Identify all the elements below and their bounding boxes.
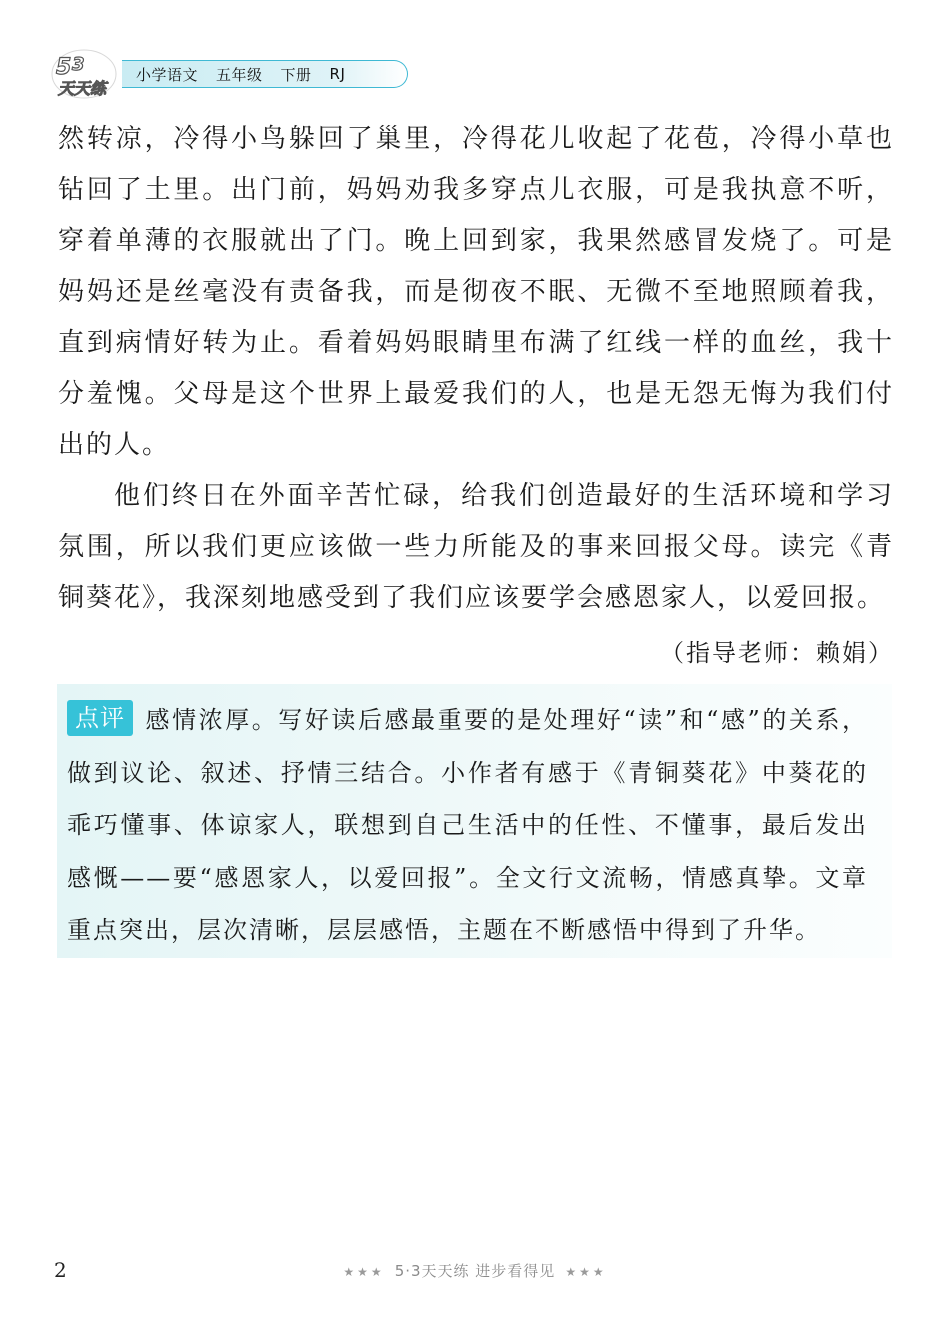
brand-logo [50,44,120,104]
comment-box [57,684,892,958]
essay-paragraph-2: 他们终日在外面辛苦忙碌，给我们创造最好的生活环境和学习氛围，所以我们更应该做一些力所能及的事来回报父母。读完《青铜葵花》，我深刻地感受到了我们应该要学会感恩家人，以爱回报。 [58,481,894,613]
essay-paragraph-1: 然转凉，冷得小鸟躲回了巢里，冷得花儿收起了花苞，冷得小草也钻回了土里。出门前，妈妈劝我多穿点儿衣服，可是我执意不听，穿着单薄的衣服就出了门。晚上回到家，我果然感冒发烧了。可是妈妈还是丝毫没有责备我，而是彻夜不眠、无微不至地照顾着我，直到病情好转为止。看着妈妈眼睛里布满了红线一样的血丝，我十分羞愧。父母是这个世界上最爱我们的人，也是无怨无悔为我们付出的人。 [58,124,894,460]
header-grade: 五年级 [216,65,263,84]
svg-text:5: 5 [56,55,72,80]
comment-text: 感情浓厚。写好读后感最重要的是处理好“读”和“感”的关系，做到议论、叙述、抒情三结合。小作者有感于《青铜葵花》中葵花的乖巧懂事、体谅家人，联想到自己生活中的任性、不懂事，最后发出感慨——要“感恩家人，以爱回报”。全文行文流畅，情感真挚。文章重点突出，层次清晰，层层感悟，主题在不断感悟中得到了升华。 [67,706,868,944]
footer-stars-right: ★★★ [565,1265,607,1279]
svg-text:天天练: 天天练 [58,79,107,98]
footer-slogan [0,1260,950,1281]
teacher-signature: （指导老师：赖娟） [660,639,894,667]
essay-body [58,114,894,679]
comment-badge: 点评 [67,700,133,736]
page-header [50,44,450,104]
header-subject: 小学语文 [136,65,199,84]
footer-stars-left: ★★★ [343,1265,385,1279]
header-breadcrumb [122,60,408,88]
footer-slogan-text: 5·3天天练 进步看得见 [394,1262,556,1280]
header-term: 下册 [280,65,312,84]
page-number: 2 [54,1258,67,1282]
header-edition: RJ [329,65,346,83]
svg-text:3: 3 [72,54,85,75]
